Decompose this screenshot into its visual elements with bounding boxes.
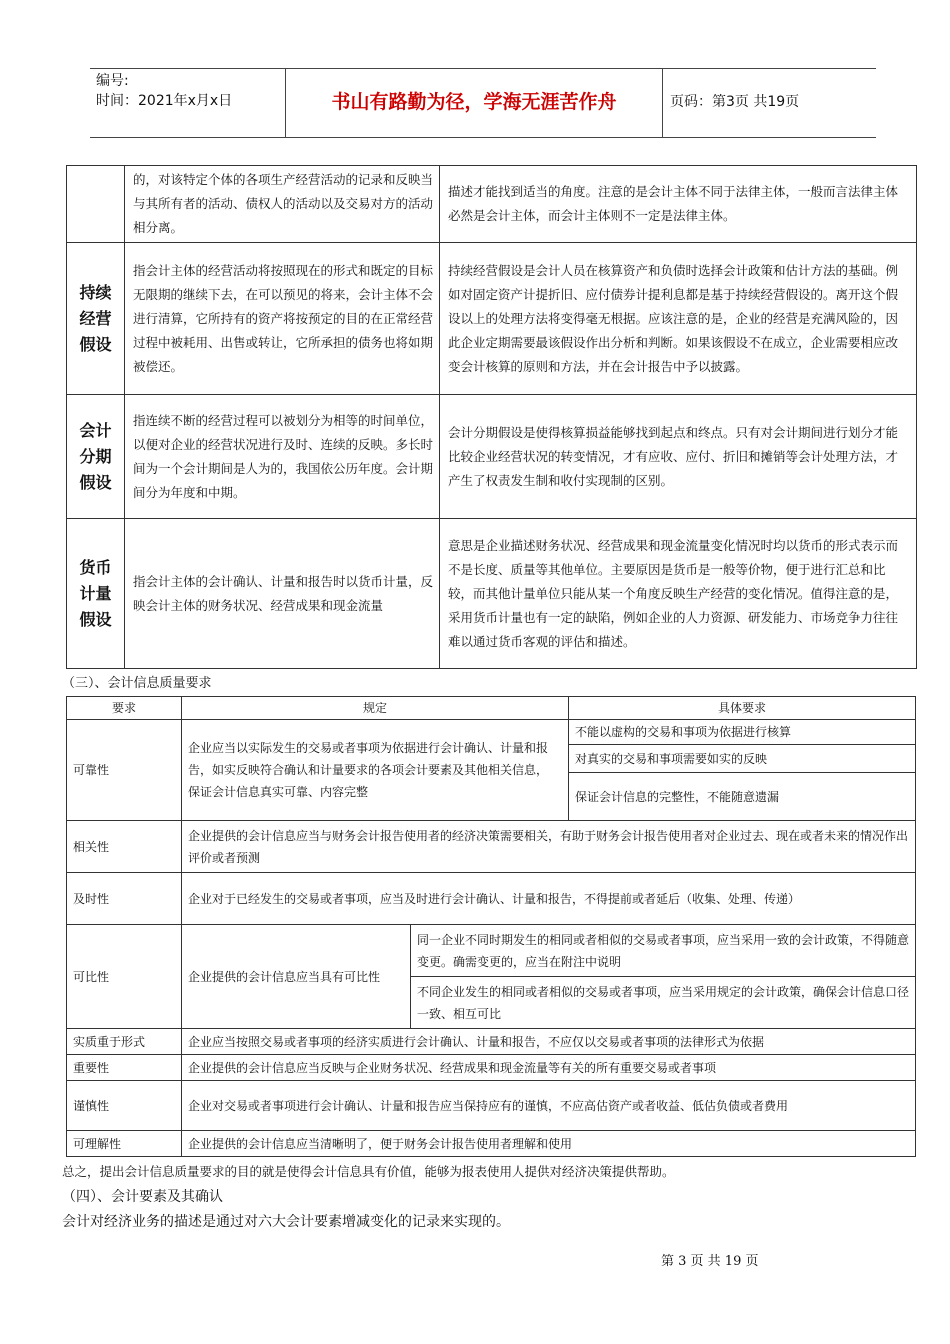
- section-3-title: （三）、会计信息质量要求: [62, 676, 212, 691]
- header-number: 编号:: [96, 73, 129, 89]
- requirement-rule: 企业提供的会计信息应当具有可比性: [182, 925, 411, 1029]
- requirement-detail: 不能以虚构的交易和事项为依据进行核算: [569, 720, 916, 745]
- table-row: [67, 1055, 916, 1081]
- table-row: [67, 1029, 916, 1055]
- assumption-explanation: 持续经营假设是会计人员在核算资产和负债时选择会计政策和估计方法的基础。例如对固定资产计提折旧、应付债券计提利息都是基于持续经营假设的。离开这个假设以上的处理方法将变得毫无根据。应该注意的是，企业的经营是充满风险的，因此企业定期需要最该假设作出分析和判断。如果该假设不在成立，企业需要相应改变会计核算的原则和方法，并在会计报告中予以披露。: [440, 243, 917, 395]
- table-row: [67, 243, 917, 395]
- page-header: [90, 68, 876, 138]
- requirement-rule: 企业提供的会计信息应当反映与企业财务状况、经营成果和现金流量等有关的所有重要交易或者事项: [182, 1055, 916, 1081]
- accounting-assumptions-table: [66, 165, 917, 669]
- requirement-detail: 同一企业不同时期发生的相同或者相似的交易或者事项，应当采用一致的会计政策，不得随意变更。确需变更的，应当在附注中说明: [411, 925, 916, 977]
- requirement-name: 重要性: [67, 1055, 182, 1081]
- table-row: [67, 873, 916, 925]
- assumption-name: 会计分期假设: [67, 395, 125, 519]
- requirement-name: 可靠性: [67, 720, 182, 821]
- section-4-title: （四）、会计要素及其确认: [62, 1189, 223, 1205]
- requirement-detail: 保证会计信息的完整性，不能随意遗漏: [569, 773, 916, 821]
- table-row: [67, 720, 916, 745]
- table-row: [67, 166, 917, 243]
- requirement-detail: 不同企业发生的相同或者相似的交易或者事项，应当采用规定的会计政策，确保会计信息口径一致、相互可比: [411, 977, 916, 1029]
- requirement-rule: 企业提供的会计信息应当与财务会计报告使用者的经济决策需要相关，有助于财务会计报告使用者对企业过去、现在或者未来的情况作出评价或者预测: [182, 821, 916, 873]
- footer-page-number: 第 3 页 共 19 页: [661, 1254, 759, 1269]
- header-time: 时间：2021年x月x日: [96, 93, 233, 109]
- table-header-row: [67, 697, 916, 720]
- header-page: 页码：第3页 共19页: [670, 94, 800, 110]
- assumption-definition: 指会计主体的会计确认、计量和报告时以货币计量，反映会计主体的财务状况、经营成果和现金流量: [125, 519, 440, 669]
- requirement-detail: 对真实的交易和事项需要如实的反映: [569, 745, 916, 773]
- section-4-text: 会计对经济业务的描述是通过对六大会计要素增减变化的记录来实现的。: [62, 1214, 510, 1230]
- table-row: [67, 821, 916, 873]
- assumption-name: [67, 166, 125, 243]
- table-row: [67, 395, 917, 519]
- requirement-rule: 企业应当按照交易或者事项的经济实质进行会计确认、计量和报告，不应仅以交易或者事项的法律形式为依据: [182, 1029, 916, 1055]
- header-requirement: 要求: [67, 697, 182, 720]
- requirement-rule: 企业提供的会计信息应当清晰明了，便于财务会计报告使用者理解和使用: [182, 1131, 916, 1157]
- assumption-explanation: 描述才能找到适当的角度。注意的是会计主体不同于法律主体，一般而言法律主体必然是会计主体，而会计主体则不一定是法律主体。: [440, 166, 917, 243]
- assumption-explanation: 意思是企业描述财务状况、经营成果和现金流量变化情况时均以货币的形式表示而不是长度、质量等其他单位。主要原因是货币是一般等价物，便于进行汇总和比较，而其他计量单位只能从某一个角度反映生产经营的变化情况。值得注意的是，采用货币计量也有一定的缺陷，例如企业的人力资源、研发能力、市场竞争力往往难以通过货币客观的评估和描述。: [440, 519, 917, 669]
- requirement-name: 相关性: [67, 821, 182, 873]
- table-row: [67, 925, 916, 977]
- header-motto: 书山有路勤为径，学海无涯苦作舟: [286, 69, 663, 137]
- header-detail: 具体要求: [569, 697, 916, 720]
- requirement-name: 可理解性: [67, 1131, 182, 1157]
- summary-text: 总之，提出会计信息质量要求的目的就是使得会计信息具有价值，能够为报表使用人提供对经济决策提供帮助。: [62, 1164, 675, 1179]
- quality-requirements-table: [66, 696, 916, 1157]
- header-meta: [90, 69, 286, 137]
- requirement-name: 谨慎性: [67, 1081, 182, 1131]
- assumption-definition: 指会计主体的经营活动将按照现在的形式和既定的目标无限期的继续下去，在可以预见的将来，会计主体不会进行清算，它所持有的资产将按预定的目的在正常经营过程中被耗用、出售或转让，它所承担的债务也将如期被偿还。: [125, 243, 440, 395]
- table-row: [67, 1131, 916, 1157]
- table-row: [67, 519, 917, 669]
- requirement-rule: 企业应当以实际发生的交易或者事项为依据进行会计确认、计量和报告，如实反映符合确认和计量要求的各项会计要素及其他相关信息，保证会计信息真实可靠、内容完整: [182, 720, 569, 821]
- assumption-name: 持续经营假设: [67, 243, 125, 395]
- assumption-name: 货币计量假设: [67, 519, 125, 669]
- assumption-explanation: 会计分期假设是使得核算损益能够找到起点和终点。只有对会计期间进行划分才能比较企业经营状况的转变情况，才有应收、应付、折旧和摊销等会计处理方法，才产生了权责发生制和收付实现制的区别。: [440, 395, 917, 519]
- requirement-name: 及时性: [67, 873, 182, 925]
- table-row: [67, 1081, 916, 1131]
- requirement-rule: 企业对于已经发生的交易或者事项，应当及时进行会计确认、计量和报告，不得提前或者延后（收集、处理、传递）: [182, 873, 916, 925]
- requirement-rule: 企业对交易或者事项进行会计确认、计量和报告应当保持应有的谨慎，不应高估资产或者收益、低估负债或者费用: [182, 1081, 916, 1131]
- assumption-definition: 的，对该特定个体的各项生产经营活动的记录和反映当与其所有者的活动、债权人的活动以及交易对方的活动相分离。: [125, 166, 440, 243]
- requirement-name: 可比性: [67, 925, 182, 1029]
- requirement-name: 实质重于形式: [67, 1029, 182, 1055]
- assumption-definition: 指连续不断的经营过程可以被划分为相等的时间单位，以便对企业的经营状况进行及时、连续的反映。多长时间为一个会计期间是人为的，我国依公历年度。会计期间分为年度和中期。: [125, 395, 440, 519]
- header-rule: 规定: [182, 697, 569, 720]
